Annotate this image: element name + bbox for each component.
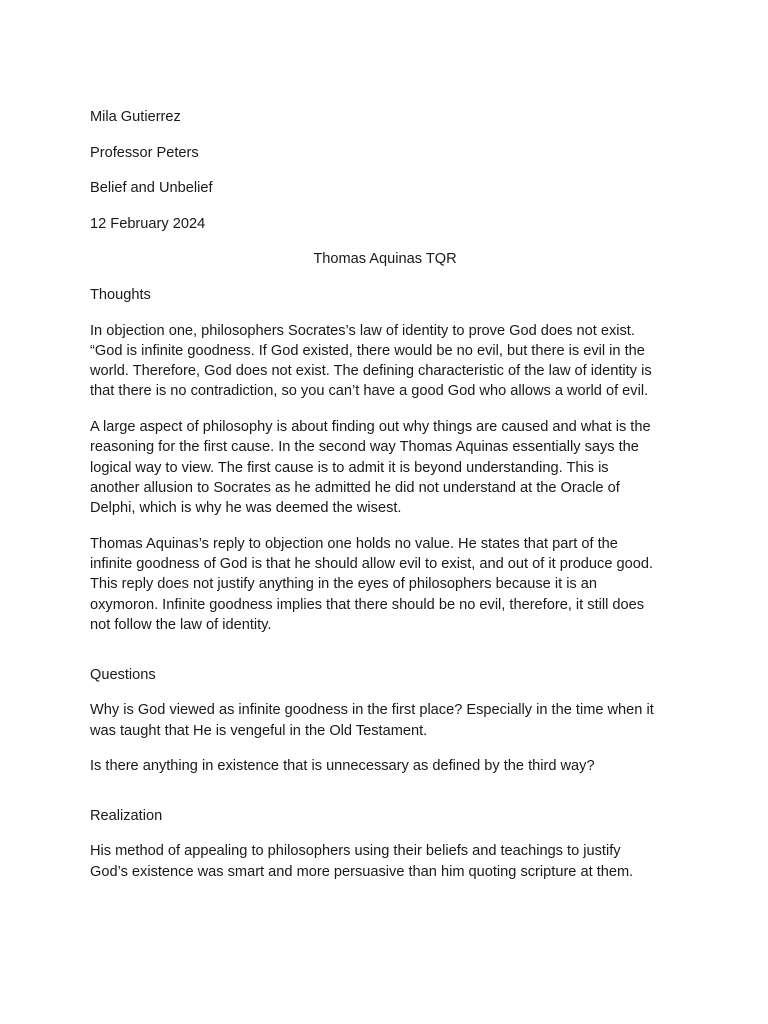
text-line: A large aspect of philosophy is about finding out why things are caused and what is the (90, 419, 651, 436)
text-line: Is there anything in existence that is unnecessary as defined by the third way? (90, 758, 595, 775)
text-line: infinite goodness of God is that he should allow evil to exist, and out of it produce good. (90, 556, 654, 573)
course-name: Belief and Unbelief (90, 180, 213, 197)
text-line: reasoning for the first cause. In the second way Thomas Aquinas essentially says the (90, 439, 639, 456)
section-spacer (90, 792, 690, 806)
text-line: not follow the law of identity. (90, 617, 272, 634)
section-label-thoughts: Thoughts (90, 286, 151, 303)
text-line: His method of appealing to philosophers using their beliefs and teachings to justify (90, 843, 621, 860)
section-spacer (90, 651, 690, 665)
text-line: logical way to view. The first cause is to admit it is beyond understanding. This is (90, 459, 609, 476)
text-line: This reply does not justify anything in the eyes of philosophers because it is an (90, 576, 598, 593)
text-line: God’s existence was smart and more persuasive than him quoting scripture at them. (90, 863, 634, 880)
text-line: Delphi, which is why he was deemed the wisest. (90, 500, 402, 517)
professor-name: Professor Peters (90, 144, 199, 161)
student-name: Mila Gutierrez (90, 109, 181, 125)
text-line: another allusion to Socrates as he admitted he did not understand at the Oracle of (90, 479, 620, 496)
text-line: was taught that He is vengeful in the Old Testament. (90, 722, 428, 739)
document-date: 12 February 2024 (90, 215, 206, 232)
text-line: In objection one, philosophers Socrates’s law of identity to prove God does not exist. (90, 322, 635, 339)
text-line: Thomas Aquinas’s reply to objection one holds no value. He states that part of the (90, 535, 618, 552)
document-title: Thomas Aquinas TQR (313, 251, 457, 268)
text-line: Why is God viewed as infinite goodness in the first place? Especially in the time when it (90, 702, 654, 719)
thoughts-paragraph-2 (90, 417, 690, 518)
text-line: world. Therefore, God does not exist. The defining characteristic of the law of identity is (90, 363, 652, 380)
realization-paragraph-1 (90, 841, 690, 882)
text-line: that there is no contradiction, so you can’t have a good God who allows a world of evil. (90, 383, 649, 400)
questions-paragraph-2 (90, 756, 690, 776)
questions-paragraph-1 (90, 700, 690, 741)
thoughts-paragraph-1 (90, 321, 690, 402)
thoughts-paragraph-3 (90, 534, 690, 635)
section-label-questions: Questions (90, 666, 156, 683)
section-label-realization: Realization (90, 807, 163, 824)
document-page (90, 107, 690, 897)
text-line: oxymoron. Infinite goodness implies that there should be no evil, therefore, it still does (90, 596, 645, 613)
text-line: “God is infinite goodness. If God existed, there would be no evil, but there is evil in the (90, 342, 645, 359)
